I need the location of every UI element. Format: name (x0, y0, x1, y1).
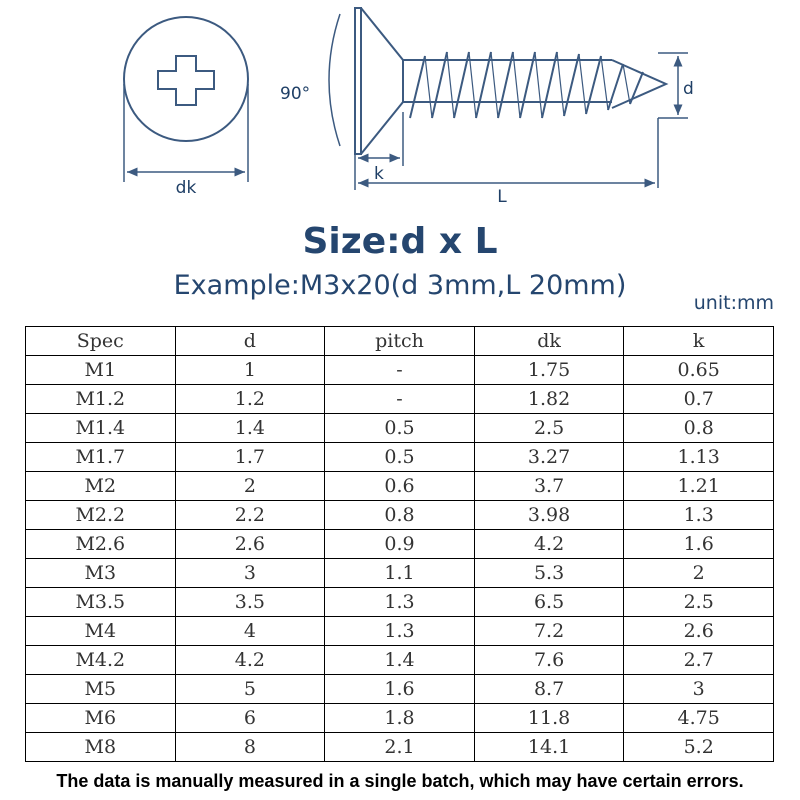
unit-label: unit:mm (693, 292, 774, 314)
table-row (26, 617, 774, 646)
table-cell: 1.3 (325, 617, 475, 646)
table-row (26, 559, 774, 588)
table-cell: M1.7 (26, 443, 176, 472)
table-cell: 5.3 (474, 559, 624, 588)
table-cell: 3 (624, 675, 774, 704)
table-cell: M3.5 (26, 588, 176, 617)
table-cell: 8.7 (474, 675, 624, 704)
table-cell: 4.2 (175, 646, 325, 675)
table-row (26, 733, 774, 762)
table-cell: 3.5 (175, 588, 325, 617)
k-label: k (374, 164, 384, 184)
table-cell: 0.65 (624, 356, 774, 385)
table-cell: 7.2 (474, 617, 624, 646)
column-header: k (624, 327, 774, 356)
table-cell: M2.6 (26, 530, 176, 559)
table-cell: 1.82 (474, 385, 624, 414)
table-cell: 3.7 (474, 472, 624, 501)
screw-side-view (355, 8, 666, 154)
table-row (26, 675, 774, 704)
table-cell: 1.4 (175, 414, 325, 443)
table-cell: 2.7 (624, 646, 774, 675)
size-example: Example:M3x20(d 3mm,L 20mm) (173, 270, 627, 301)
table-cell: 0.5 (325, 414, 475, 443)
column-header: d (175, 327, 325, 356)
table-row (26, 646, 774, 675)
table-cell: 1.1 (325, 559, 475, 588)
table-cell: 1.75 (474, 356, 624, 385)
column-header: Spec (26, 327, 176, 356)
table-cell: 2.2 (175, 501, 325, 530)
table-cell: 1.4 (325, 646, 475, 675)
table-row (26, 356, 774, 385)
table-cell: 1.7 (175, 443, 325, 472)
table-cell: 0.7 (624, 385, 774, 414)
table-cell: 1.6 (325, 675, 475, 704)
table-row (26, 472, 774, 501)
table-row (26, 588, 774, 617)
table-cell: M8 (26, 733, 176, 762)
disclaimer-footnote: The data is manually measured in a single batch, which may have certain errors. (56, 771, 744, 791)
table-cell: M1 (26, 356, 176, 385)
table-cell: 1.6 (624, 530, 774, 559)
dk-label: dk (175, 178, 197, 198)
table-cell: 3 (175, 559, 325, 588)
table-cell: 8 (175, 733, 325, 762)
table-cell: M4 (26, 617, 176, 646)
table-cell: M5 (26, 675, 176, 704)
L-label: L (497, 187, 507, 207)
table-cell: M1.2 (26, 385, 176, 414)
table-header-row (26, 327, 774, 356)
table-cell: 2.5 (624, 588, 774, 617)
table-cell: 11.8 (474, 704, 624, 733)
angle-arc (329, 14, 340, 146)
table-row (26, 385, 774, 414)
column-header: pitch (325, 327, 475, 356)
table-cell: 5.2 (624, 733, 774, 762)
screw-head-top-view (124, 17, 248, 141)
table-cell: 0.5 (325, 443, 475, 472)
table-cell: 2 (624, 559, 774, 588)
table-cell: M1.4 (26, 414, 176, 443)
table-cell: 1 (175, 356, 325, 385)
table-row (26, 501, 774, 530)
table-cell: 4.75 (624, 704, 774, 733)
table-cell: 0.8 (624, 414, 774, 443)
table-cell: M3 (26, 559, 176, 588)
table-cell: M2 (26, 472, 176, 501)
table-cell: 7.6 (474, 646, 624, 675)
table-row (26, 414, 774, 443)
table-row (26, 443, 774, 472)
size-formula-title: Size:d x L (302, 221, 498, 262)
table-cell: 1.2 (175, 385, 325, 414)
table-cell: 1.21 (624, 472, 774, 501)
table-cell: 6 (175, 704, 325, 733)
table-cell: 1.3 (325, 588, 475, 617)
table-cell: 4.2 (474, 530, 624, 559)
table-cell: M2.2 (26, 501, 176, 530)
screw-dimension-drawing (0, 0, 800, 215)
table-cell: 14.1 (474, 733, 624, 762)
table-row (26, 530, 774, 559)
spec-table (25, 326, 774, 762)
column-header: dk (474, 327, 624, 356)
table-cell: 2.6 (175, 530, 325, 559)
table-cell: 3.27 (474, 443, 624, 472)
table-cell: 2 (175, 472, 325, 501)
table-cell: 4 (175, 617, 325, 646)
table-cell: 2.1 (325, 733, 475, 762)
table-row (26, 704, 774, 733)
table-cell: M6 (26, 704, 176, 733)
table-cell: 1.8 (325, 704, 475, 733)
table-cell: 2.6 (624, 617, 774, 646)
table-cell: 0.6 (325, 472, 475, 501)
table-cell: 1.13 (624, 443, 774, 472)
table-cell: 3.98 (474, 501, 624, 530)
table-cell: M4.2 (26, 646, 176, 675)
phillips-cross-icon (158, 56, 214, 105)
table-cell: 1.3 (624, 501, 774, 530)
table-cell: - (325, 356, 475, 385)
angle-label: 90° (280, 84, 311, 104)
dk-dimension (124, 84, 248, 182)
d-label: d (683, 79, 694, 99)
table-cell: 6.5 (474, 588, 624, 617)
d-dimension (658, 53, 688, 188)
table-cell: - (325, 385, 475, 414)
table-cell: 0.9 (325, 530, 475, 559)
table-cell: 0.8 (325, 501, 475, 530)
table-cell: 2.5 (474, 414, 624, 443)
table-cell: 5 (175, 675, 325, 704)
